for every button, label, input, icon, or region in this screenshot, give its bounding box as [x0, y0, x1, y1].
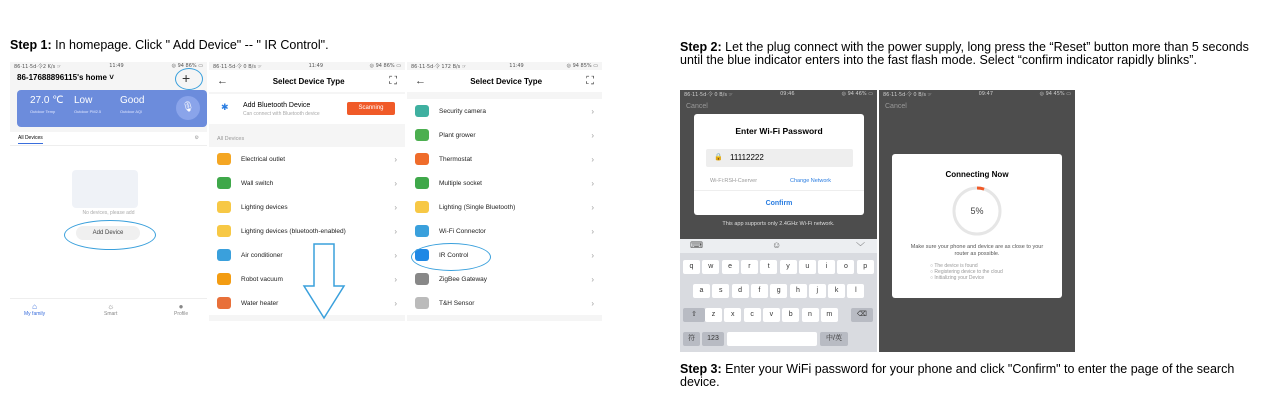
device-type-row[interactable] [407, 291, 602, 315]
device-type-row[interactable] [407, 195, 602, 219]
password-value: 11112222 [730, 153, 764, 162]
status-time: 09:47 [978, 91, 994, 97]
device-type-icon [415, 129, 429, 141]
key[interactable]: f [751, 284, 768, 298]
empty-illustration [72, 170, 138, 208]
page-title: Select Device Type [470, 76, 543, 86]
device-type-icon [415, 105, 429, 117]
chevron-right-icon: › [591, 106, 594, 116]
chevron-right-icon: › [591, 130, 594, 140]
plus-highlight-circle [175, 68, 203, 90]
section-header: All Devices [217, 136, 245, 142]
connecting-message: Make sure your phone and device are as close to your router as possible. [910, 244, 1044, 257]
bluetooth-row[interactable] [209, 94, 405, 124]
mic-icon[interactable]: 🎙 [176, 96, 200, 120]
key[interactable]: y [780, 260, 797, 274]
device-type-label: ZigBee Gateway [439, 275, 488, 283]
chevron-right-icon: › [591, 274, 594, 284]
dialog-title: Enter Wi-Fi Password [735, 126, 823, 136]
add-plus-icon[interactable]: + [182, 70, 191, 86]
status-left: 86·11·5d·令 172 B/s ☞ [411, 63, 467, 70]
add-device-button[interactable]: Add Device [76, 226, 140, 240]
device-type-icon [415, 297, 429, 309]
bluetooth-icon: ✱ [221, 102, 229, 112]
pm25-value: Low [74, 95, 93, 106]
device-type-label: Robot vacuum [241, 275, 283, 283]
key[interactable]: k [828, 284, 845, 298]
status-bar [10, 62, 207, 70]
device-type-label: Lighting devices [241, 203, 288, 211]
numeric-key[interactable]: 123 [702, 332, 724, 346]
connecting-title: Connecting Now [945, 170, 1009, 179]
temp-label: Outdoor Temp [30, 109, 56, 114]
step1-body: In homepage. Click " Add Device" -- " IR Control". [51, 38, 329, 52]
phone-connecting [879, 90, 1075, 352]
status-right: ◎ 94 46% ▭ [841, 91, 873, 97]
status-time: 09:46 [780, 91, 795, 97]
keyboard-toolbar [680, 239, 877, 253]
key[interactable]: a [693, 284, 710, 298]
status-bar [407, 62, 602, 70]
device-type-list [407, 99, 602, 315]
phone-select-device-2 [407, 62, 602, 321]
keyboard-icon[interactable]: ⌨ [690, 240, 703, 250]
keyboard [680, 239, 877, 352]
chevron-right-icon: › [591, 154, 594, 164]
home-icon: ⌂ [32, 302, 37, 311]
device-type-icon [415, 177, 429, 189]
key[interactable]: t [760, 260, 777, 274]
device-type-icon [217, 153, 231, 165]
aqi-label: Outdoor AQI [120, 109, 143, 114]
device-type-row[interactable] [209, 171, 405, 195]
step-item: ○ Registering device to the cloud [930, 269, 1003, 275]
chevron-right-icon: › [591, 202, 594, 212]
phone-wifi-password [680, 90, 877, 352]
status-right: ◎ 94 45% ▭ [1039, 91, 1071, 97]
no-devices-text: No devices, please add [82, 210, 135, 216]
space-key[interactable] [727, 332, 817, 346]
connecting-steps [930, 263, 1003, 281]
tab-bar [10, 132, 207, 146]
cancel-link[interactable]: Cancel [885, 103, 907, 110]
key[interactable]: z [705, 308, 722, 322]
scan-icon[interactable]: ⛶ [389, 74, 397, 87]
status-time: 11:49 [308, 63, 324, 69]
key[interactable]: j [809, 284, 826, 298]
status-right: ◎ 94 86% ▭ [171, 63, 203, 69]
device-type-label: T&H Sensor [439, 299, 475, 307]
device-type-row[interactable] [209, 147, 405, 171]
device-type-label: IR Control [439, 251, 469, 259]
device-type-row[interactable] [407, 147, 602, 171]
status-right: ◎ 94 86% ▭ [369, 63, 401, 69]
bt-subtitle: Can connect with Bluetooth device [243, 111, 320, 117]
scanning-button[interactable]: Scanning [347, 102, 395, 115]
key[interactable]: v [763, 308, 780, 322]
lock-icon: 🔒 [714, 154, 723, 161]
status-bar [879, 90, 1075, 98]
collapse-keyboard-icon[interactable]: ﹀ [856, 242, 866, 252]
nav-profile[interactable] [174, 302, 188, 317]
nav-smart[interactable] [104, 302, 117, 317]
step1-text [10, 39, 650, 52]
progress-percent: 5% [970, 206, 984, 216]
step-item-text: The device is found [934, 263, 978, 269]
down-arrow-icon [302, 242, 346, 320]
device-type-label: Wi-Fi Connector [439, 227, 486, 235]
step3-body: Enter your WiFi password for your phone and click "Confirm" to enter the page of the search device. [680, 362, 1235, 389]
nav-label: My family [24, 311, 46, 317]
key[interactable]: d [732, 284, 749, 298]
chevron-right-icon: › [591, 226, 594, 236]
settings-gear-icon[interactable]: ⚙ [194, 135, 199, 141]
key[interactable]: e [722, 260, 739, 274]
scan-icon[interactable]: ⛶ [586, 74, 594, 87]
chevron-right-icon: › [394, 226, 397, 236]
device-type-row[interactable] [407, 123, 602, 147]
chevron-right-icon: › [591, 250, 594, 260]
phone-select-device-1 [209, 62, 405, 321]
device-type-icon [415, 201, 429, 213]
key[interactable]: c [744, 308, 761, 322]
step2-text [680, 41, 1270, 67]
device-type-icon [217, 225, 231, 237]
key[interactable]: b [782, 308, 799, 322]
key[interactable]: w [702, 260, 719, 274]
status-left: 86·11·5d·令 0 B/s ☞ [213, 63, 262, 70]
cancel-link[interactable]: Cancel [686, 103, 708, 110]
status-bar [209, 62, 405, 70]
device-type-label: Multiple socket [439, 179, 482, 187]
key[interactable]: i [818, 260, 835, 274]
device-type-label: Security camera [439, 107, 486, 115]
device-type-label: Lighting (Single Bluetooth) [439, 203, 516, 211]
key[interactable]: q [683, 260, 700, 274]
chevron-right-icon: › [394, 154, 397, 164]
step3-text [680, 363, 1270, 389]
add-device-highlight-circle [64, 220, 156, 250]
nav-my-family[interactable] [24, 302, 45, 317]
device-type-label: Thermostat [439, 155, 472, 163]
status-left: 86·11·5d·令 0 B/s ☞ [684, 91, 733, 98]
page-title: Select Device Type [272, 76, 345, 86]
key[interactable]: p [857, 260, 874, 274]
chevron-right-icon: › [394, 274, 397, 284]
change-network-link[interactable]: Change Network [790, 178, 831, 184]
device-type-label: Air conditioner [241, 251, 283, 259]
step3-label: Step 3: [680, 362, 722, 376]
chevron-right-icon: › [394, 250, 397, 260]
step2-body: Let the plug connect with the power supply, long press the “Reset” button more than 5 seconds until the blue indicator enters into the fast flash mode. Select “confirm indicator rapidly blinks”. [680, 40, 1249, 67]
phone-homepage [10, 62, 207, 321]
pm25-label: Outdoor PM2.5 [74, 109, 102, 114]
home-title[interactable]: 86-17688896115's home ˅ [17, 73, 114, 82]
divider [694, 190, 864, 191]
device-type-icon [217, 177, 231, 189]
key[interactable]: r [741, 260, 758, 274]
wifi-dialog [694, 114, 864, 215]
password-field[interactable] [706, 149, 853, 167]
profile-icon: ● [178, 302, 184, 311]
navbar [209, 70, 405, 92]
device-type-icon [415, 273, 429, 285]
status-time: 11:49 [509, 63, 524, 69]
confirm-button[interactable]: Confirm [765, 200, 793, 207]
status-right: ◎ 94 85% ▭ [566, 63, 598, 69]
device-type-label: Wall switch [241, 179, 274, 187]
key[interactable]: u [799, 260, 816, 274]
symbol-key[interactable]: 符 [683, 332, 700, 346]
device-type-row[interactable] [407, 219, 602, 243]
device-type-icon [217, 201, 231, 213]
device-type-row[interactable] [407, 99, 602, 123]
chevron-right-icon: › [394, 298, 397, 308]
chevron-right-icon: › [591, 178, 594, 188]
device-type-icon [415, 153, 429, 165]
device-type-label: Plant grower [439, 131, 476, 139]
key[interactable]: s [712, 284, 729, 298]
key[interactable]: n [802, 308, 819, 322]
status-bar [680, 90, 877, 98]
key[interactable]: g [770, 284, 787, 298]
connecting-dialog [892, 154, 1062, 298]
language-key[interactable]: 中/英 [820, 332, 848, 346]
device-type-icon [217, 273, 231, 285]
device-type-icon [415, 225, 429, 237]
key[interactable]: l [847, 284, 864, 298]
key[interactable]: h [790, 284, 807, 298]
aqi-value: Good [120, 95, 145, 106]
status-time: 11:49 [109, 63, 124, 69]
step-item-text: Initializing your Device [934, 275, 985, 281]
temp-value: 27.0 ℃ [30, 95, 64, 106]
sun-icon: ☼ [107, 302, 115, 311]
back-arrow-icon[interactable]: ← [415, 75, 426, 87]
device-type-row[interactable] [407, 267, 602, 291]
weather-card [17, 90, 207, 127]
ir-control-highlight-circle [411, 243, 491, 271]
nav-label: Profile [174, 311, 189, 317]
status-left: 86·11·5d·令2 K/s ☞ [14, 63, 62, 70]
device-type-label: Lighting devices (bluetooth-enabled) [241, 227, 346, 235]
key[interactable]: m [821, 308, 838, 322]
device-type-icon [217, 249, 231, 261]
tab-all-devices[interactable]: All Devices [18, 135, 43, 144]
wifi-name: Wi-Fi:RSH-Cserver [710, 178, 758, 184]
status-left: 86·11·5d·令 0 B/s ☞ [883, 91, 932, 98]
device-type-row[interactable] [209, 219, 405, 243]
device-type-row[interactable] [209, 195, 405, 219]
step-item-text: Registering device to the cloud [934, 269, 1003, 275]
device-type-icon [217, 297, 231, 309]
step1-label: Step 1: [10, 38, 52, 52]
key[interactable]: x [724, 308, 741, 322]
device-type-label: Electrical outlet [241, 155, 286, 163]
step-item: ○ Initializing your Device [930, 275, 985, 281]
device-type-row[interactable] [407, 171, 602, 195]
shift-key[interactable]: ⇧ [683, 308, 705, 322]
bottom-nav [10, 298, 207, 321]
wifi-note: This app supports only 2.4GHz Wi-Fi network. [722, 221, 835, 227]
step-item: ○ The device is found [930, 263, 978, 269]
step2-label: Step 2: [680, 40, 722, 54]
chevron-right-icon: › [591, 298, 594, 308]
chevron-right-icon: › [394, 178, 397, 188]
navbar [407, 70, 602, 92]
emoji-icon[interactable]: ☺ [772, 240, 782, 250]
bt-title: Add Bluetooth Device [243, 102, 311, 109]
nav-label: Smart [104, 311, 118, 317]
chevron-right-icon: › [394, 202, 397, 212]
backspace-key[interactable]: ⌫ [851, 308, 873, 322]
key[interactable]: o [837, 260, 854, 274]
back-arrow-icon[interactable]: ← [217, 75, 228, 87]
device-type-label: Water heater [241, 299, 279, 307]
